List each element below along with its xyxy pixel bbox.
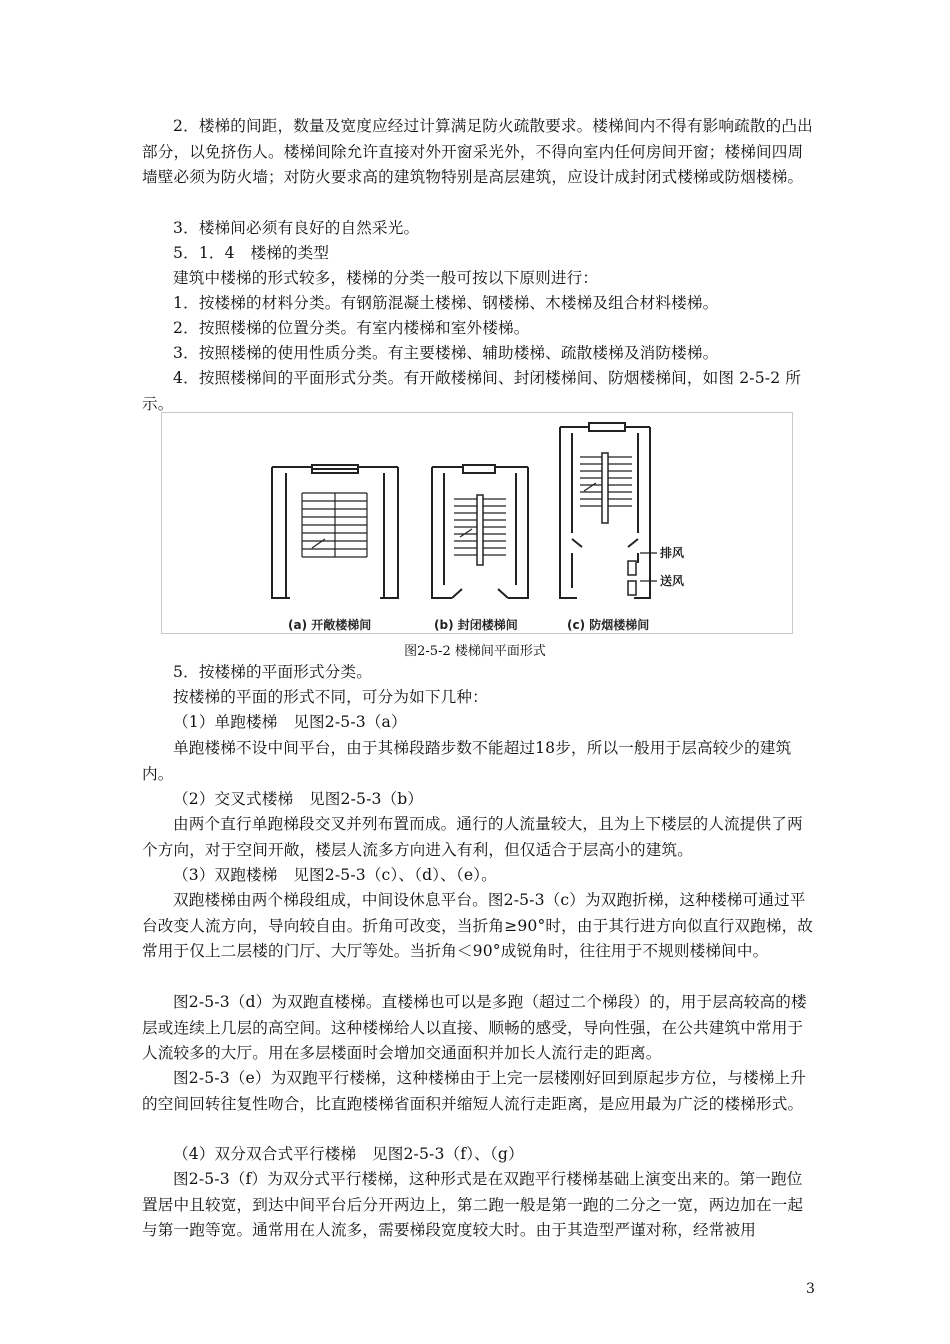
open-stairwell-plan xyxy=(272,465,398,598)
figure-label-b: (b) 封闭楼梯间 xyxy=(434,618,518,632)
figure-label-c: (c) 防烟楼梯间 xyxy=(567,618,650,632)
paragraph: 3．楼梯间必须有良好的自然采光。 xyxy=(173,219,420,237)
paragraph: 图2-5-3（e）为双跑平行楼梯，这种楼梯由于上完一层楼刚好回到原起步方位，与楼梯上升的空间回转往复性吻合，比直跑楼梯省面积并缩短人流行走距离，是应用最为广泛的楼梯形式。 xyxy=(142,1069,806,1113)
paragraph: 4．按照楼梯间的平面形式分类。有开敞楼梯间、封闭楼梯间、防烟楼梯间，如图 2-5-2 所示。 xyxy=(142,369,802,413)
subheading: （2）交叉式楼梯 见图2-5-3（b） xyxy=(173,790,424,808)
section-heading: 5．1．4 楼梯的类型 xyxy=(173,244,330,262)
exhaust-label: 排风 xyxy=(660,546,685,560)
paragraph: 图2-5-3（f）为双分式平行楼梯，这种形式是在双跑平行楼梯基础上演变出来的。第一跑位置居中且较宽，到达中间平台后分开两边上，第二跑一般是第一跑的二分之一宽，两边加在一起与第一跑等宽。通常用在人流多，需要梯段宽度较大时。由于其造型严谨对称，经常被用 xyxy=(142,1170,804,1239)
subheading: （4）双分双合式平行楼梯 见图2-5-3（f）、（g） xyxy=(173,1145,524,1163)
supply-label: 送风 xyxy=(660,574,685,588)
smokeproof-stairwell-plan xyxy=(560,423,657,598)
paragraph: 1．按楼梯的材料分类。有钢筋混凝土楼梯、钢楼梯、木楼梯及组合材料楼梯。 xyxy=(173,294,719,312)
paragraph: 图2-5-3（d）为双跑直楼梯。直楼梯也可以是多跑（超过二个梯段）的，用于层高较高的楼层或连续上几层的高空间。这种楼梯给人以直接、顺畅的感受，导向性强，在公共建筑中常用于人流较多的大厅。用在多层楼面时会增加交通面积并加长人流行走的距离。 xyxy=(142,993,807,1062)
paragraph: 3．按照楼梯的使用性质分类。有主要楼梯、辅助楼梯、疏散楼梯及消防楼梯。 xyxy=(173,344,719,362)
stairwell-plan-figure xyxy=(161,412,793,634)
paragraph: 双跑楼梯由两个梯段组成，中间设休息平台。图2-5-3（c）为双跑折梯，这种楼梯可通过平台改变人流方向，导向较自由。折角可改变，当折角≥90°时，由于其行进方向似直行双跑梯，故常用于仅上二层楼的门厅、大厅等处。当折角＜90°成锐角时，往往用于不规则楼梯间中。 xyxy=(142,891,814,960)
paragraph: 5．按楼梯的平面形式分类。 xyxy=(173,663,372,681)
figure-caption: 图2-5-2 楼梯间平面形式 xyxy=(404,644,546,659)
stairwell-plan-drawing xyxy=(162,413,792,633)
paragraph: 建筑中楼梯的形式较多，楼梯的分类一般可按以下原则进行： xyxy=(173,269,599,287)
paragraph: 单跑楼梯不设中间平台，由于其梯段踏步数不能超过18步，所以一般用于层高较少的建筑内。 xyxy=(142,739,792,783)
paragraph: 由两个直行单跑梯段交叉并列布置而成。通行的人流量较大，且为上下楼层的人流提供了两个方向，对于空间开敞，楼层人流多方向进入有利，但仅适合于层高小的建筑。 xyxy=(142,815,803,859)
paragraph: 2．楼梯的间距，数量及宽度应经过计算满足防火疏散要求。楼梯间内不得有影响疏散的凸出部分，以免挤伤人。楼梯间除允许直接对外开窗采光外，不得向室内任何房间开窗；楼梯间四周墙壁必须为防火墙；对防火要求高的建筑物特别是高层建筑，应设计成封闭式楼梯或防烟楼梯。 xyxy=(142,117,813,186)
enclosed-stairwell-plan xyxy=(432,465,528,598)
subheading: （3）双跑楼梯 见图2-5-3（c）、（d）、（e）。 xyxy=(173,866,497,884)
page-number: 3 xyxy=(806,1281,815,1297)
paragraph: 按楼梯的平面的形式不同，可分为如下几种： xyxy=(173,688,488,706)
figure-label-a: (a) 开敞楼梯间 xyxy=(288,618,372,632)
paragraph: 2．按照楼梯的位置分类。有室内楼梯和室外楼梯。 xyxy=(173,319,530,337)
subheading: （1）单跑楼梯 见图2-5-3（a） xyxy=(173,713,407,731)
